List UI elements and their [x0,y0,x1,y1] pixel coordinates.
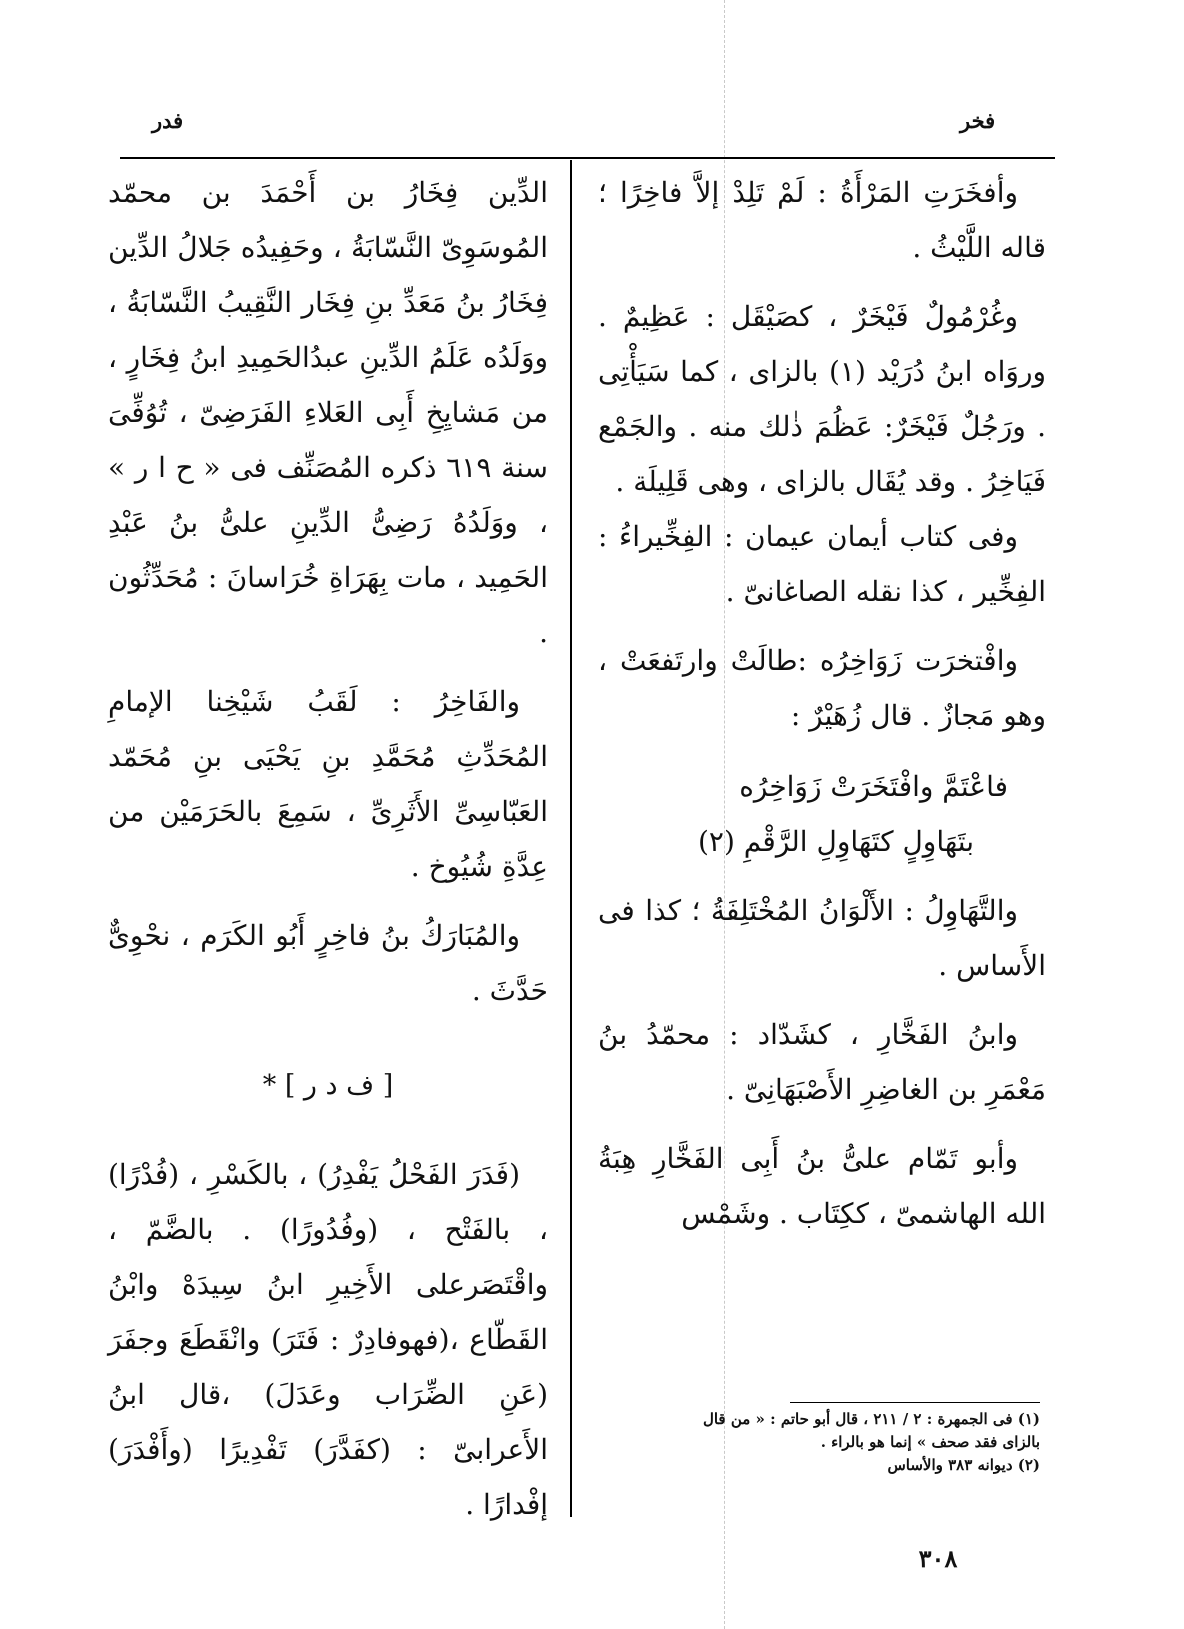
paragraph: وافْتخرَت زَوَاخِرُه :طالَتْ وارتَفعَتْ ، وهو مَجازٌ . قال زُهَيْرٌ : [598,644,1046,732]
entry-heading: [ ف د ر ] * [262,1070,394,1101]
left-text-column [108,165,548,1532]
footnote-rule [790,1402,1040,1403]
verse-line: فاعْتَمَّ وافْتَخَرَتْ زَوَاخِرُه [739,770,1008,803]
verse-line: بتَهَاوِلٍ كتَهَاوِلِ الرَّقْمِ (٢) [697,825,974,858]
paragraph: والفَاخِرُ : لَقَبُ شَيْخِنا الإمامِ المُحَدِّثِ مُحَمَّدِ بنِ يَحْيَى بنِ مُحَمّد العَبّاسِىِّ الأَثَرِىِّ ، سَمِعَ بالحَرَمَيْن من عِدَّةِ شُيُوخ . [108,685,548,883]
paragraph: والتَّهَاوِلُ : الأَلْوَانُ المُخْتَلِفَةُ ؛ كذا فى الأَساس . [598,894,1046,982]
paragraph: وأبو تَمّام علىُّ بنُ أَبِى الفَخَّارِ هِبَةُ الله الهاشمىّ ، ككِتَاب . وشَمْس [598,1142,1046,1230]
column-divider [570,160,572,1517]
footnote: بالزاى فقد صحف » إنما هو بالراء . [820,1433,1040,1451]
paragraph: (فَدَرَ الفَحْلُ يَفْدِرُ) ، بالكَسْرِ ، (فُدْرًا) ، بالفَتْح ، (وفُدُورًا) . بالضَّمّ ، واقْتَصَرعلى الأَخِيرِ ابنُ سِيدَهْ وابْنُ القَطّاع ،(فهوفادِرٌ : فَتَرَ) وانْقَطَعَ وجفَرَ (عَنِ الضِّرَاب وعَدَلَ) ،قال ابنُ الأَعرابىّ : (كفَدَّرَ) تَفْدِيرًا (وأَفْدَرَ) إفْدارًا . [108,1158,548,1521]
left-running-headword: فدر [152,108,184,133]
right-text-column [598,165,1046,1241]
paragraph: والمُبَارَكُ بنُ فاخِرٍ أَبُو الكَرَم ، نحْوِىٌّ حَدَّثَ . [108,919,548,1007]
paragraph: وابنُ الفَخَّارِ ، كشَدّاد : محمّدُ بنُ مَعْمَرِ بن الغاضِرِ الأَصْبَهَانِىّ . [598,1018,1046,1106]
right-running-headword: فخر [960,108,996,133]
verse [598,759,1046,869]
paragraph: وغُرْمُولٌ فَيْخَرٌ ، كصَيْقَل : عَظِيمٌ . وروَاه ابنُ دُرَيْد (١) بالزاى ، كما سَيَأْتِى . ورَجُلٌ فَيْخَرٌ: عَظُمَ ذٰلك منه . والجَمْع فَيَاخِرُ . وقد يُقَال بالزاى ، وهى قَلِيلَة . [598,300,1046,498]
page-number: ٣٠٨ [918,1544,958,1573]
footnote: (١) فى الجمهرة : ٢ / ٢١١ ، قال أبو حاتم : « من قال [702,1410,1040,1428]
paragraph: وفى كتاب أيمان عيمان : الفِخِّيراءُ : الفِخِّير ، كذا نقله الصاغانىّ . [598,520,1046,608]
footnote: (٢) ديوانه ٣٨٣ والأساس [887,1456,1040,1474]
paragraph: الدِّين فِخَارُ بن أَحْمَدَ بن محمّد المُوسَوِىّ النَّسّابَةُ ، وحَفِيدُه جَلالُ الدِّين فِخَارُ بنُ مَعَدِّ بنِ فِخَار النَّقِيبُ النَّسّابَةُ ، ووَلَدُه عَلَمُ الدِّينِ عبدُالحَمِيدِ ابنُ فِخَارٍ ، من مَشايِخِ أَبِى العَلاءِ الفَرَضِىّ ، تُوُفِّىَ سنة ٦١٩ ذكره المُصَنِّف فى « ح ا ر » ، ووَلَدُهُ رَضِىُّ الدِّينِ علىُّ بنُ عَبْدِ الحَمِيد ، مات بِهَرَاةِ خُرَاسانَ : مُحَدِّثُون . [108,176,548,649]
paragraph: وأفخَرَتِ المَرْأَةُ : لَمْ تَلِدْ إلاَّ فاخِرًا ؛ قاله اللَّيْثُ . [598,176,1046,264]
header-rule [120,157,1055,159]
footnotes [600,1408,1040,1477]
